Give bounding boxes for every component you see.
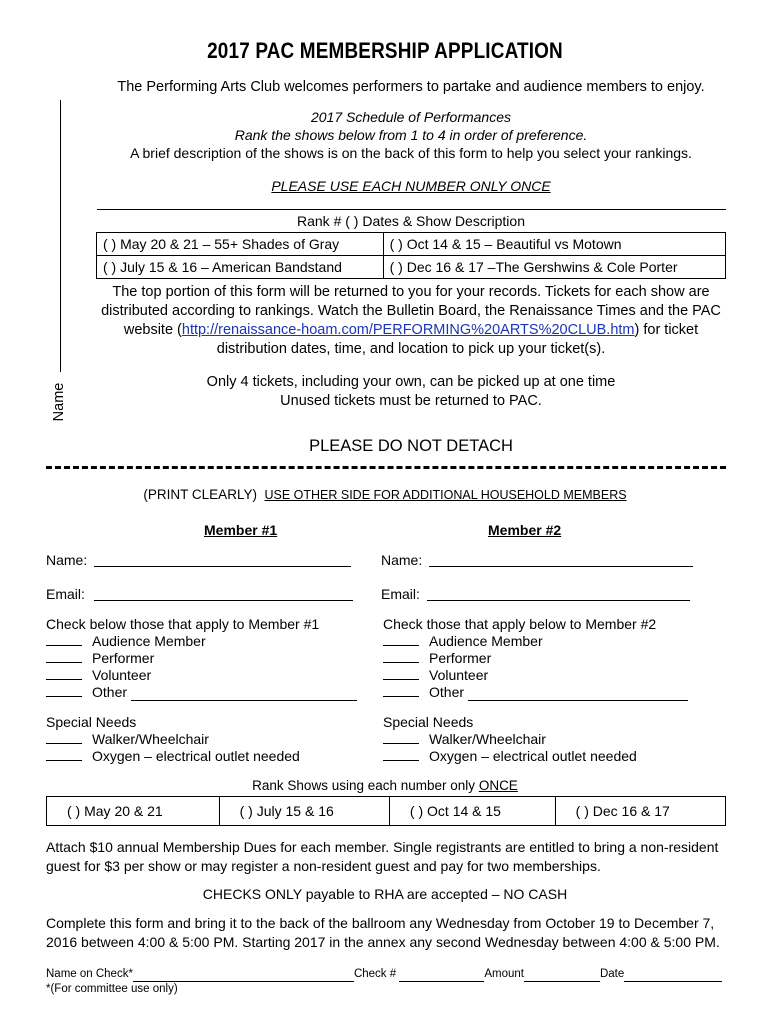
member-1-special-needs bbox=[46, 714, 366, 765]
special-needs-heading: Special Needs bbox=[383, 714, 474, 730]
table-row bbox=[97, 233, 726, 256]
checkbox-blank[interactable] bbox=[383, 748, 419, 761]
rank-show-cell[interactable]: ( ) May 20 & 21 bbox=[47, 797, 220, 826]
use-once-note: PLEASE USE EACH NUMBER ONLY ONCE bbox=[271, 178, 551, 194]
rank-cell[interactable]: ( ) Dec 16 & 17 –The Gershwins & Cole Porter bbox=[383, 256, 725, 279]
member-2-special-needs bbox=[383, 714, 713, 765]
side-name-label: Name bbox=[51, 382, 67, 422]
print-clearly-label: (PRINT CLEARLY) bbox=[143, 487, 257, 502]
member-1-email-label: Email: bbox=[46, 586, 85, 602]
list-item bbox=[383, 633, 713, 650]
rank-show-cell[interactable]: ( ) Oct 14 & 15 bbox=[389, 797, 555, 826]
rank-cell[interactable]: ( ) Oct 14 & 15 – Beautiful vs Motown bbox=[383, 233, 725, 256]
ticket-info-paragraph bbox=[96, 283, 726, 359]
checkbox-blank[interactable] bbox=[383, 667, 419, 680]
member-2-check-heading: Check those that apply below to Member #2 bbox=[383, 616, 657, 632]
option-label: Performer bbox=[92, 650, 155, 666]
option-label: Other bbox=[92, 684, 128, 700]
rank-shows-once: ONCE bbox=[478, 778, 518, 793]
list-item bbox=[383, 748, 713, 765]
rank-shows-table bbox=[46, 796, 726, 826]
checkbox-blank[interactable] bbox=[46, 650, 82, 663]
name-on-check-label: Name on Check* bbox=[46, 968, 133, 980]
checkbox-blank[interactable] bbox=[46, 684, 82, 697]
option-label: Oxygen – electrical outlet needed bbox=[92, 748, 300, 764]
checkbox-blank[interactable] bbox=[46, 748, 82, 761]
member-1-email-row bbox=[46, 586, 85, 602]
special-needs-heading: Special Needs bbox=[46, 714, 137, 730]
other-field[interactable] bbox=[131, 686, 357, 701]
schedule-description-note: A brief description of the shows is on the back of this form to help you select your rankings. bbox=[130, 145, 692, 161]
detach-divider bbox=[46, 466, 726, 469]
member-2-name-field[interactable] bbox=[429, 566, 693, 567]
committee-fields-row bbox=[46, 967, 722, 982]
schedule-heading: 2017 Schedule of Performances bbox=[310, 109, 511, 125]
welcome-text: The Performing Arts Club welcomes performers to partake and audience members to enjoy. bbox=[117, 79, 705, 95]
rank-cell[interactable]: ( ) May 20 & 21 – 55+ Shades of Gray bbox=[97, 233, 384, 256]
pac-website-link[interactable]: http://renaissance-hoam.com/PERFORMING%20ARTS%20CLUB.htm bbox=[181, 322, 635, 338]
list-item bbox=[46, 633, 366, 650]
option-label: Other bbox=[429, 684, 465, 700]
dues-paragraph: Attach $10 annual Membership Dues for each member. Single registrants are entitled to bring a non-resident guest for $3 per show or may register a non-resident guest and pay for two memberships. bbox=[46, 839, 719, 874]
other-field[interactable] bbox=[468, 686, 688, 701]
option-label: Performer bbox=[429, 650, 492, 666]
member-1-heading: Member #1 bbox=[204, 522, 278, 538]
member-2-email-label: Email: bbox=[381, 586, 420, 602]
rank-show-cell[interactable]: ( ) July 15 & 16 bbox=[219, 797, 389, 826]
list-item bbox=[46, 748, 366, 765]
member-2-email-field[interactable] bbox=[427, 600, 690, 601]
list-item bbox=[383, 667, 713, 684]
member-2-checklist bbox=[383, 616, 713, 701]
name-on-check-field[interactable] bbox=[133, 970, 354, 982]
option-label: Audience Member bbox=[92, 633, 206, 649]
member-1-name-row bbox=[46, 552, 87, 568]
list-item bbox=[46, 731, 366, 748]
rank-show-cell[interactable]: ( ) Dec 16 & 17 bbox=[555, 797, 725, 826]
side-name-field[interactable] bbox=[47, 100, 71, 430]
option-label: Oxygen – electrical outlet needed bbox=[429, 748, 637, 764]
ticket-info-text-end: ) for ticket distribution dates, time, and location to pick up your ticket(s). bbox=[216, 322, 699, 357]
checks-only-note: CHECKS ONLY payable to RHA are accepted – NO CASH bbox=[202, 886, 568, 902]
print-clearly-note bbox=[0, 487, 770, 502]
checkbox-blank[interactable] bbox=[383, 650, 419, 663]
member-1-name-label: Name: bbox=[46, 552, 88, 568]
show-rank-table bbox=[96, 209, 726, 279]
unused-tickets-line: Unused tickets must be returned to PAC. bbox=[280, 393, 542, 409]
list-item bbox=[46, 667, 366, 684]
amount-label: Amount bbox=[484, 968, 524, 980]
member-1-name-field[interactable] bbox=[94, 566, 351, 567]
option-label: Audience Member bbox=[429, 633, 543, 649]
option-label: Walker/Wheelchair bbox=[92, 731, 209, 747]
list-item bbox=[46, 650, 366, 667]
amount-field[interactable] bbox=[524, 970, 600, 982]
table-header: Rank # ( ) Dates & Show Description bbox=[97, 210, 726, 233]
do-not-detach-heading: PLEASE DO NOT DETACH bbox=[309, 437, 513, 455]
member-2-email-row bbox=[381, 586, 420, 602]
member-1-check-heading: Check below those that apply to Member #1 bbox=[46, 616, 320, 632]
page-title: 2017 PAC MEMBERSHIP APPLICATION bbox=[207, 38, 563, 63]
table-row bbox=[47, 797, 726, 826]
committee-footnote: *(For committee use only) bbox=[46, 983, 178, 995]
date-label: Date bbox=[599, 968, 625, 980]
checkbox-blank[interactable] bbox=[383, 633, 419, 646]
date-field[interactable] bbox=[624, 970, 722, 982]
side-name-line bbox=[60, 100, 61, 372]
list-item bbox=[383, 731, 713, 748]
committee-use-section bbox=[46, 967, 722, 997]
table-header-row bbox=[97, 210, 726, 233]
option-label: Volunteer bbox=[92, 667, 152, 683]
submission-instructions: Complete this form and bring it to the back of the ballroom any Wednesday from October 19 to December 7, 2016 between 4:00 & 5:00 PM. Starting 2017 in the annex any second Wednesday between 4:00 & 5:00 PM. bbox=[46, 915, 720, 950]
rank-shows-text: Rank Shows using each number only bbox=[252, 778, 476, 793]
option-label: Volunteer bbox=[429, 667, 489, 683]
member-1-checklist bbox=[46, 616, 366, 701]
checkbox-blank[interactable] bbox=[46, 667, 82, 680]
member-2-name-row bbox=[381, 552, 422, 568]
table-row bbox=[97, 256, 726, 279]
checkbox-blank[interactable] bbox=[46, 633, 82, 646]
list-item bbox=[383, 650, 713, 667]
option-label: Walker/Wheelchair bbox=[429, 731, 546, 747]
checkbox-blank[interactable] bbox=[383, 731, 419, 744]
ticket-limit-line: Only 4 tickets, including your own, can be picked up at one time bbox=[206, 374, 616, 390]
check-number-label: Check # bbox=[353, 968, 397, 980]
other-side-note: USE OTHER SIDE FOR ADDITIONAL HOUSEHOLD MEMBERS bbox=[264, 488, 627, 502]
check-number-field[interactable] bbox=[399, 970, 484, 982]
schedule-instruction: Rank the shows below from 1 to 4 in order of preference. bbox=[234, 127, 588, 143]
member-1-email-field[interactable] bbox=[94, 600, 353, 601]
list-item bbox=[46, 684, 366, 701]
member-2-name-label: Name: bbox=[381, 552, 423, 568]
checkbox-blank[interactable] bbox=[383, 684, 419, 697]
member-2-heading: Member #2 bbox=[488, 522, 562, 538]
checkbox-blank[interactable] bbox=[46, 731, 82, 744]
ticket-limit-note bbox=[96, 373, 726, 411]
ticket-info-text: The top portion of this form will be returned to you for your records. Tickets for each show are distributed according to rankings. Watch the Bulletin Board, the Renaissance Times and the PAC website ( bbox=[101, 284, 721, 338]
list-item bbox=[383, 684, 713, 701]
rank-shows-note bbox=[0, 778, 770, 793]
rank-cell[interactable]: ( ) July 15 & 16 – American Bandstand bbox=[97, 256, 384, 279]
